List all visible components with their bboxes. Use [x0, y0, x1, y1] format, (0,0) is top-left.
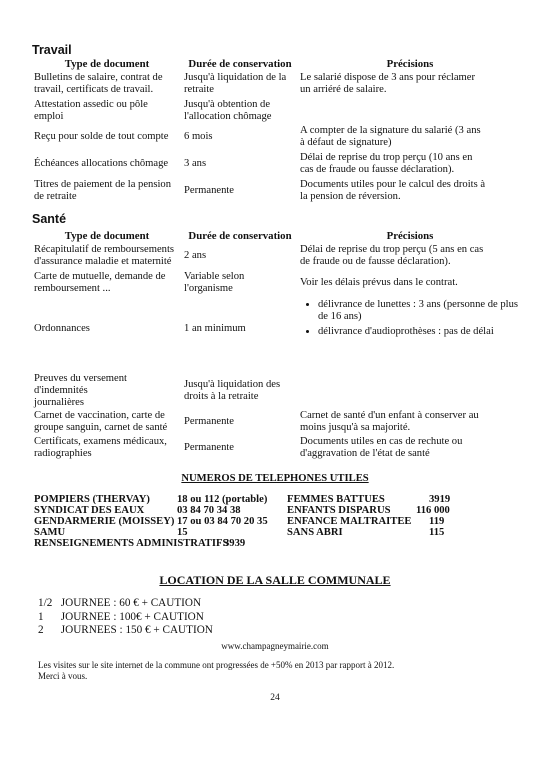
cell-type: Bulletins de salaire, contrat de travail, certificats de travail. — [34, 71, 163, 95]
cell-type: Échéances allocations chômage — [34, 157, 169, 169]
cell-precisions: Délai de reprise du trop perçu (5 ans en cas de fraude ou de fausse déclaration). — [300, 243, 484, 267]
phone-value: 15 — [177, 527, 188, 538]
table-row — [32, 150, 522, 177]
cell-precisions: Délai de reprise du trop perçu (10 ans en cas de fraude ou fausse déclaration). — [300, 151, 473, 175]
phone-value: 3939 — [224, 538, 246, 549]
phone-value: 119 — [429, 516, 445, 527]
cell-precisions: Voir les délais prévus dans le contrat. — [300, 277, 458, 288]
location-list — [38, 597, 213, 638]
table-row — [32, 409, 522, 435]
cell-duree: Permanente — [184, 184, 235, 196]
phone-value: 03 84 70 34 38 — [177, 505, 241, 516]
phone-value: 116 000 — [416, 505, 450, 516]
list-item: 1/2 JOURNEE : 60 € + CAUTION — [38, 597, 202, 609]
website-url: www.champagneymairie.com — [221, 641, 329, 651]
table-row — [32, 269, 522, 297]
cell-type: Carnet de vaccination, carte de groupe sanguin, carnet de santé — [34, 410, 168, 433]
cell-precisions — [298, 373, 522, 409]
cell-type: Certificats, examens médicaux, radiographies — [34, 436, 167, 459]
header-type: Type de document — [64, 58, 150, 70]
phone-value: 18 ou 112 (portable) — [177, 494, 268, 505]
cell-duree: 3 ans — [184, 157, 207, 169]
list-item: 2 JOURNEES : 150 € + CAUTION — [38, 624, 213, 636]
list-item: 1 JOURNEE : 100€ + CAUTION — [38, 610, 204, 623]
cell-precisions: Documents utiles en cas de rechute ou d'aggravation de l'état de santé — [300, 436, 463, 459]
header-duree: Durée de conservation — [188, 230, 292, 242]
cell-precisions — [298, 97, 522, 124]
phone-row-left: RENSEIGNEMENTS ADMINISTRATIFS — [34, 538, 229, 549]
cell-precisions — [298, 297, 522, 373]
phone-value: 3919 — [429, 494, 451, 505]
cell-type: Ordonnances — [34, 323, 90, 334]
cell-precisions: Documents utiles pour le calcul des droits à la pension de réversion. — [300, 178, 486, 202]
cell-duree: 1 an minimum — [184, 323, 246, 334]
phone-row-right: FEMMES BATTUES — [287, 494, 385, 505]
cell-type: Titres de paiement de la pension de retraite — [34, 178, 172, 202]
cell-type: Récapitulatif de remboursements d'assurance maladie et maternité — [34, 243, 175, 267]
phone-row-left: SYNDICAT DES EAUX — [34, 505, 145, 516]
phone-row-left: SAMU — [34, 527, 66, 538]
cell-duree: Permanente — [184, 442, 235, 453]
cell-duree: Jusqu'à liquidation des droits à la retraite — [184, 379, 281, 402]
table-travail — [32, 58, 522, 204]
header-duree: Durée de conservation — [188, 58, 292, 70]
list-item: • délivrance de lunettes : 3 ans (personne de plus de 16 ans) — [318, 299, 520, 323]
section-title-travail: Travail — [32, 43, 72, 57]
cell-duree: 2 ans — [184, 249, 207, 261]
table-row — [32, 435, 522, 461]
phones-title: NUMEROS DE TELEPHONES UTILES — [181, 473, 369, 484]
header-precisions: Précisions — [386, 230, 434, 242]
cell-type: Attestation assedic ou pôle emploi — [34, 98, 148, 122]
phone-value: 17 ou 03 84 70 20 35 — [177, 516, 268, 527]
table-sante — [32, 230, 522, 461]
cell-type: Preuves du versement d'indemnités journalières — [34, 373, 127, 408]
footer-note: Les visites sur le site internet de la commune ont progressées de +50% en 2013 par rapport à 2012. Merci à vous. — [38, 660, 395, 681]
location-title: LOCATION DE LA SALLE COMMUNALE — [159, 573, 391, 587]
table-row — [32, 297, 522, 373]
page-number: 24 — [270, 693, 280, 703]
table-row — [32, 97, 522, 124]
phone-row-right: SANS ABRI — [287, 527, 343, 538]
cell-duree: 6 mois — [184, 131, 213, 142]
cell-precisions: Le salarié dispose de 3 ans pour réclamer un arriéré de salaire. — [300, 71, 476, 95]
list-item: • délivrance d'audioprothèses : pas de délai — [318, 326, 520, 338]
table-header-row — [32, 58, 522, 70]
section-title-sante: Santé — [32, 212, 67, 226]
cell-type: Reçu pour solde de tout compte — [34, 131, 169, 142]
phone-row-right: ENFANCE MALTRAITEE — [287, 516, 412, 527]
cell-precisions: A compter de la signature du salarié (3 ans à défaut de signature) — [300, 125, 481, 148]
cell-duree: Jusqu'à obtention de l'allocation chômage — [184, 98, 272, 122]
bullet-list — [300, 299, 520, 338]
cell-type: Carte de mutuelle, demande de remboursement ... — [34, 271, 166, 294]
cell-duree: Jusqu'à liquidation de la retraite — [184, 71, 287, 95]
phone-value: 115 — [429, 527, 445, 538]
header-precisions: Précisions — [386, 58, 434, 70]
cell-duree: Variable selon l'organisme — [184, 271, 245, 294]
table-header-row — [32, 230, 522, 242]
phone-row-left: POMPIERS (THERVAY) — [34, 494, 150, 505]
table-row — [32, 373, 522, 409]
cell-duree: Permanente — [184, 416, 235, 427]
phone-row-left: GENDARMERIE (MOISSEY) — [34, 516, 175, 527]
cell-precisions: Carnet de santé d'un enfant à conserver au moins jusqu'à sa majorité. — [300, 410, 479, 433]
table-row — [32, 124, 522, 150]
phone-row-right: ENFANTS DISPARUS — [287, 505, 391, 516]
table-row — [32, 177, 522, 204]
header-type: Type de document — [64, 230, 150, 242]
table-row — [32, 70, 522, 97]
table-row — [32, 242, 522, 269]
